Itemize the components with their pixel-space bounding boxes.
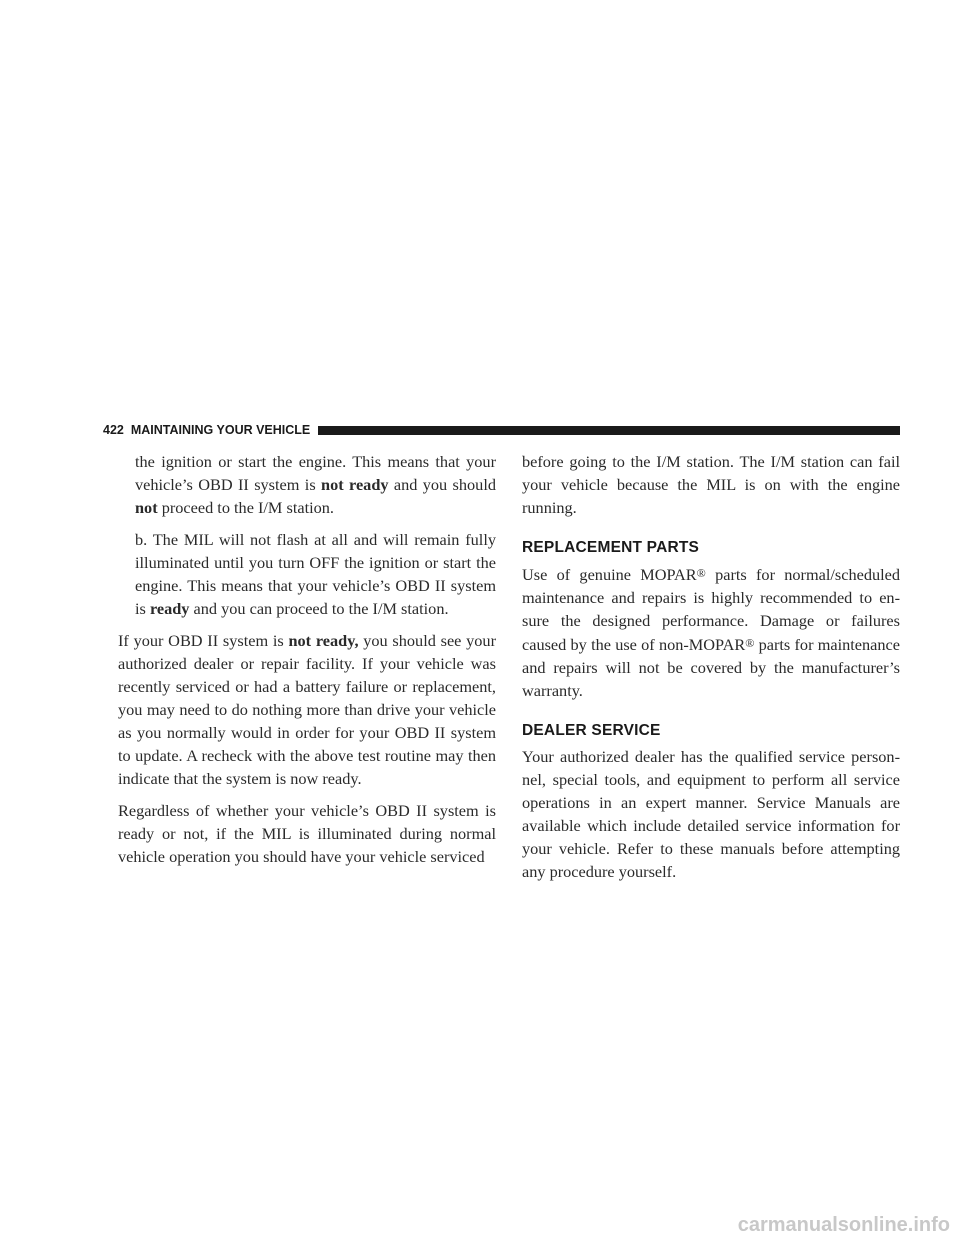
- paragraph-not-ready: the ignition or start the engine. This means that your vehicle’s OBD II system is not ready and you should not proceed to the I/M station.: [135, 452, 496, 517]
- registered-mark: ®: [745, 636, 755, 650]
- paragraph-before-station: before going to the I/M station. The I/M station can fail your vehicle because the MIL is on with the engine running.: [522, 452, 900, 517]
- paragraph-replacement-parts: Use of genuine MOPAR® parts for normal/scheduled maintenance and repairs is highly recommended to en- sure the designed performance. Damage or failures caused by the use of non-MOPAR® parts for maintenance and repairs will not be covered by the manufacturer’s warranty.: [522, 565, 901, 700]
- page-number: 422: [103, 423, 124, 437]
- header-rule: [318, 426, 900, 435]
- emphasis-not-ready: not ready: [321, 475, 389, 494]
- section-title: MAINTAINING YOUR VEHICLE: [130, 423, 311, 437]
- emphasis-not: not: [135, 498, 158, 517]
- registered-mark: ®: [696, 566, 706, 580]
- paragraph-obd-not-ready: If your OBD II system is not ready, you should see your authorized dealer or repair facility. If your vehicle was recently serviced or had a battery failure or replacement, you may need to do nothing more than drive your vehicle as you normally would in order for your OBD II system to update. A recheck with the above test routine may then indicate that the system is now ready.: [118, 631, 496, 788]
- emphasis-not-ready-comma: not ready,: [288, 631, 359, 650]
- left-column: [118, 450, 496, 877]
- right-column: [522, 450, 900, 892]
- heading-dealer-service: DEALER SERVICE: [522, 722, 661, 739]
- paragraph-ready: b. The MIL will not flash at all and will remain fully illuminated until you turn OFF the ignition or start the engine. This means that your vehicle’s OBD II system is ready and you can proceed to the I/M station.: [135, 530, 496, 618]
- paragraph-dealer-service: Your authorized dealer has the qualified service person- nel, special tools, and equipment to perform all service operations in an expert manner. Service Manuals are available which include detailed service information for your vehicle. Refer to these manuals before attempting any procedure yourself.: [522, 747, 900, 881]
- emphasis-ready: ready: [149, 599, 190, 618]
- heading-replacement-parts: REPLACEMENT PARTS: [522, 539, 700, 556]
- paragraph-regardless: Regardless of whether your vehicle’s OBD II system is ready or not, if the MIL is illuminated during normal vehicle operation you should have your vehicle serviced: [118, 801, 496, 866]
- watermark: carmanualsonline.info: [737, 1214, 950, 1236]
- page-header: [103, 422, 900, 438]
